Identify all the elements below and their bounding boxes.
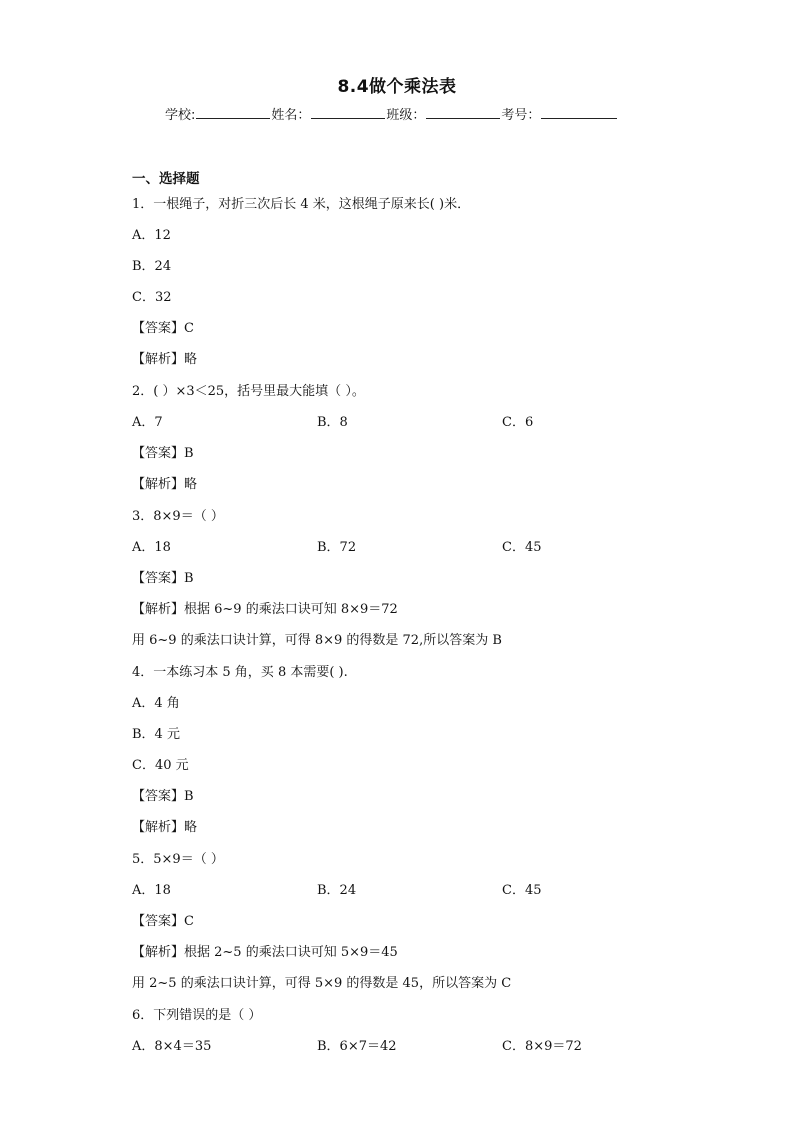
question-3-option-c: C．45 xyxy=(502,540,542,555)
question-4-answer: 【答案】B xyxy=(132,789,194,804)
question-6-option-c: C．8×9＝72 xyxy=(502,1039,582,1054)
question-5-option-b: B．24 xyxy=(317,883,357,898)
question-5-option-c: C．45 xyxy=(502,883,542,898)
question-4-stem: 4．一本练习本 5 角，买 8 本需要( ). xyxy=(132,665,348,680)
question-5-answer: 【答案】C xyxy=(132,914,194,929)
question-3-option-b: B．72 xyxy=(317,540,357,555)
question-1-option-a: A．12 xyxy=(132,228,171,243)
section-title: 一、选择题 xyxy=(132,171,200,187)
question-1-analysis: 【解析】略 xyxy=(132,352,198,367)
student-info-line xyxy=(165,104,618,123)
question-2-option-c: C．6 xyxy=(502,415,534,430)
question-2-option-a: A．7 xyxy=(132,415,163,430)
class-label: 班级： xyxy=(386,108,426,123)
exam-no-label: 考号： xyxy=(501,108,541,123)
question-5-analysis: 【解析】根据 2~5 的乘法口诀可知 5×9＝45 xyxy=(132,945,398,960)
question-6-stem: 6．下列错误的是（ ） xyxy=(132,1008,262,1023)
question-5-analysis-detail: 用 2~5 的乘法口诀计算，可得 5×9 的得数是 45，所以答案为 C xyxy=(132,976,512,991)
question-4-option-b: B．4 元 xyxy=(132,727,180,742)
name-blank xyxy=(311,106,385,119)
question-1-option-c: C．32 xyxy=(132,290,172,305)
class-blank xyxy=(426,106,500,119)
question-3-option-a: A．18 xyxy=(132,540,171,555)
question-2-option-b: B．8 xyxy=(317,415,348,430)
question-3-analysis: 【解析】根据 6~9 的乘法口诀可知 8×9＝72 xyxy=(132,602,398,617)
name-label: 姓名： xyxy=(271,108,311,123)
question-3-analysis-detail: 用 6~9 的乘法口诀计算，可得 8×9 的得数是 72,所以答案为 B xyxy=(132,633,502,648)
question-6-option-a: A．8×4＝35 xyxy=(132,1039,212,1054)
question-2-stem: 2．( ）×3＜25，括号里最大能填（ ）。 xyxy=(132,384,365,399)
question-4-analysis: 【解析】略 xyxy=(132,820,198,835)
question-3-stem: 3．8×9＝（ ） xyxy=(132,509,224,524)
question-4-option-c: C．40 元 xyxy=(132,758,189,773)
exam-no-blank xyxy=(541,106,617,119)
question-5-stem: 5．5×9＝（ ） xyxy=(132,852,224,867)
page-title: 8.4做个乘法表 xyxy=(337,77,457,97)
question-2-analysis: 【解析】略 xyxy=(132,477,198,492)
question-3-answer: 【答案】B xyxy=(132,571,194,586)
question-5-option-a: A．18 xyxy=(132,883,171,898)
question-1-stem: 1．一根绳子，对折三次后长 4 米，这根绳子原来长( )米． xyxy=(132,197,471,212)
question-1-option-b: B．24 xyxy=(132,259,172,274)
question-1-answer: 【答案】C xyxy=(132,321,194,336)
school-label: 学校: xyxy=(165,108,196,123)
question-4-option-a: A．4 角 xyxy=(132,696,180,711)
question-6-option-b: B．6×7＝42 xyxy=(317,1039,397,1054)
question-2-answer: 【答案】B xyxy=(132,446,194,461)
school-blank xyxy=(196,106,270,119)
